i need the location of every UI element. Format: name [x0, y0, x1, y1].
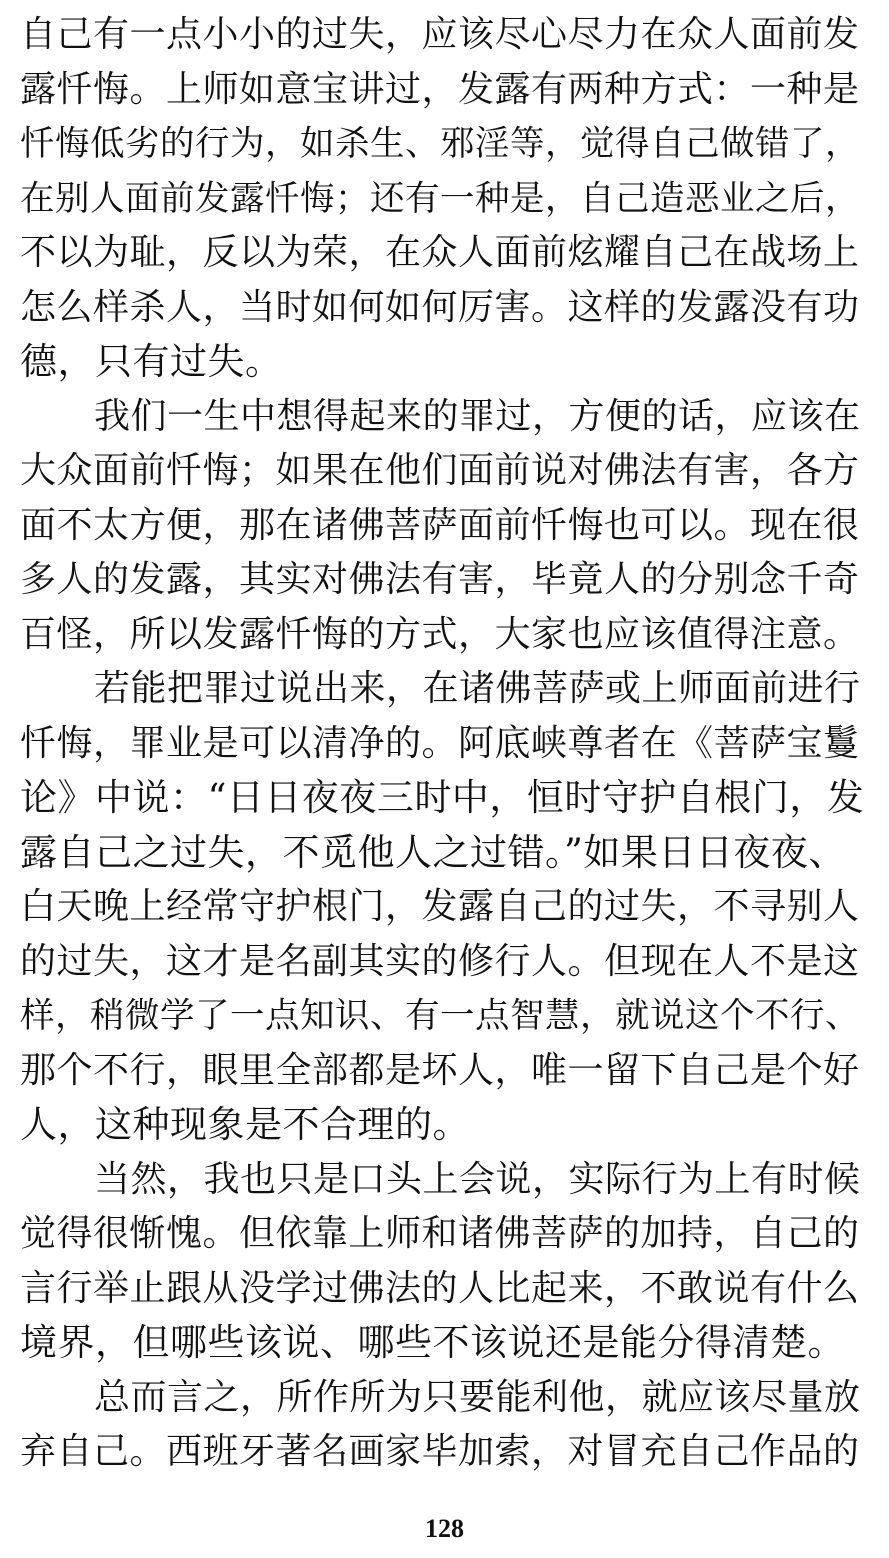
text-line: 样，稍微学了一点知识、有一点智慧，就说这个不行、 — [20, 996, 860, 1036]
text-line: 若能把罪过说出来，在诸佛菩萨或上师面前进行 — [94, 668, 861, 709]
text-line: 当然，我也只是口头上会说，实际行为上有时候 — [94, 1158, 861, 1200]
text-line: 怎么样杀人，当时如何如何厉害。这样的发露没有功 — [20, 286, 860, 328]
text-line: 德，只有过失。 — [20, 340, 283, 383]
text-line: 忏悔，罪业是可以清净的。阿底峡尊者在《菩萨宝鬘 — [20, 722, 860, 764]
text-line: 那个不行，眼里全部都是坏人，唯一留下自己是个好 — [20, 1049, 860, 1091]
text-line: 的过失，这才是名副其实的修行人。但现在人不是这 — [20, 940, 860, 982]
text-line: 忏悔低劣的行为，如杀生、邪淫等，觉得自己做错了， — [20, 124, 860, 164]
text-line: 大众面前忏悔；如果在他们面前说对佛法有害，各方 — [20, 450, 860, 491]
body-text — [20, 8, 870, 1480]
text-line: 不以为耻，反以为荣，在众人面前炫耀自己在战场上 — [20, 232, 860, 273]
page-number: 128 — [425, 1514, 464, 1543]
text-line: 觉得很惭愧。但依靠上师和诸佛菩萨的加持，自己的 — [20, 1213, 860, 1254]
text-line: 我们一生中想得起来的罪过，方便的话，应该在 — [94, 395, 861, 437]
text-line: 人，这种现象是不合理的。 — [20, 1103, 470, 1146]
text-line: 弃自己。西班牙著名画家毕加索，对冒充自己作品的 — [20, 1431, 860, 1472]
text-line: 言行举止跟从没学过佛法的人比起来，不敢说有什么 — [20, 1267, 860, 1309]
text-line: 百怪，所以发露忏悔的方式，大家也应该值得注意。 — [20, 613, 860, 655]
text-line: 自己有一点小小的过失，应该尽心尽力在众人面前发 — [20, 14, 860, 55]
text-line: 露忏悔。上师如意宝讲过，发露有两种方式：一种是 — [20, 68, 860, 110]
text-line: 露自己之过失，不觅他人之过错。”如果日日夜夜、 — [20, 830, 846, 874]
text-line: 白天晚上经常守护根门，发露自己的过失，不寻别人 — [20, 886, 860, 927]
text-line: 多人的发露，其实对佛法有害，毕竟人的分别念千奇 — [20, 559, 860, 600]
text-line: 在别人面前发露忏悔；还有一种是，自己造恶业之后， — [20, 178, 860, 219]
text-line: 论》中说：“日日夜夜三时中，恒时守护自根门，发 — [20, 776, 865, 819]
text-line: 总而言之，所作所为只要能利他，就应该尽量放 — [94, 1376, 861, 1418]
text-line: 面不太方便，那在诸佛菩萨面前忏悔也可以。现在很 — [20, 504, 860, 546]
text-line: 境界，但哪些该说、哪些不该说还是能分得清楚。 — [20, 1321, 845, 1364]
